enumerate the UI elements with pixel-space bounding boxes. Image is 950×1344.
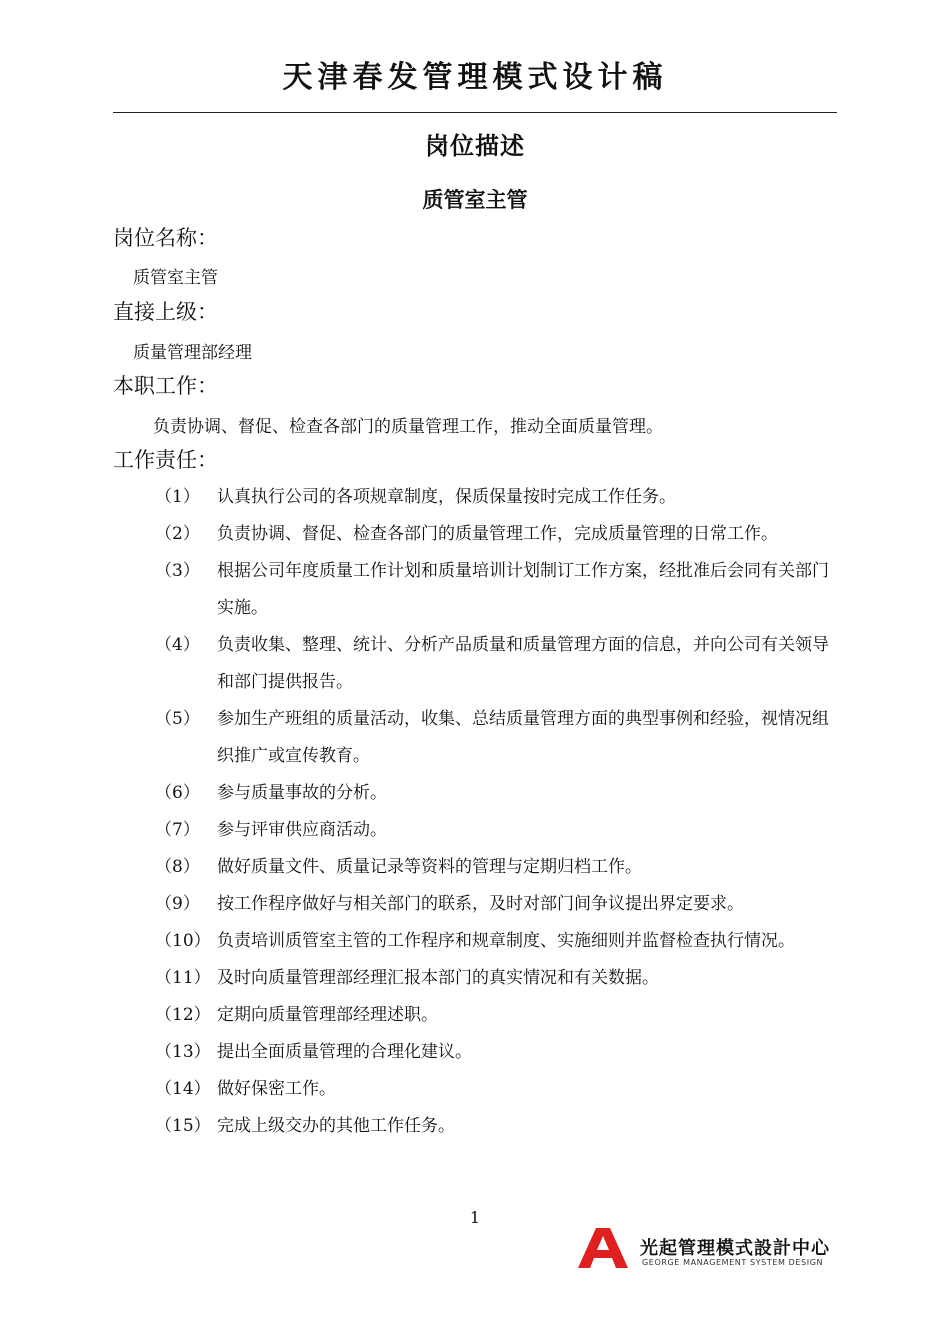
- list-item: [155, 923, 845, 960]
- list-item: [155, 997, 845, 1034]
- job-title-heading: 质管室主管: [422, 188, 528, 212]
- company-logo: [576, 1228, 838, 1272]
- document-header-title: 天津春发管理模式设计稿: [282, 60, 668, 95]
- list-item: [155, 1071, 845, 1108]
- list-item-text: 做好质量文件、质量记录等资料的管理与定期归档工作。: [217, 857, 642, 877]
- header-divider: [113, 112, 837, 113]
- position-name-value: 质管室主管: [133, 268, 218, 288]
- list-item-number: （15）: [155, 1116, 211, 1136]
- list-item-text: 负责收集、整理、统计、分析产品质量和质量管理方面的信息，并向公司有关领导和部门提供报告。: [217, 635, 829, 692]
- list-item-number: （4）: [155, 635, 200, 655]
- list-item: [155, 1108, 845, 1145]
- page-number: 1: [469, 1208, 481, 1227]
- list-item: [155, 1034, 845, 1071]
- list-item: [155, 886, 845, 923]
- list-item-text: 参与评审供应商活动。: [217, 820, 387, 840]
- list-item-text: 完成上级交办的其他工作任务。: [217, 1116, 455, 1136]
- list-item: [155, 516, 845, 553]
- list-item-text: 负责协调、督促、检查各部门的质量管理工作，完成质量管理的日常工作。: [217, 524, 778, 544]
- logo-a-mark-icon: [576, 1228, 632, 1268]
- list-item-text: 认真执行公司的各项规章制度，保质保量按时完成工作任务。: [217, 487, 676, 507]
- list-item-number: （13）: [155, 1042, 211, 1062]
- list-item-text: 定期向质量管理部经理述职。: [217, 1005, 438, 1025]
- list-item-text: 及时向质量管理部经理汇报本部门的真实情况和有关数据。: [217, 968, 659, 988]
- list-item-text: 负责培训质管室主管的工作程序和规章制度、实施细则并监督检查执行情况。: [217, 931, 795, 951]
- list-item: [155, 775, 845, 812]
- list-item-text: 做好保密工作。: [217, 1079, 336, 1099]
- list-item-number: （8）: [155, 857, 200, 877]
- section-heading-superior: 直接上级：: [113, 300, 218, 324]
- section-heading-position-name: 岗位名称：: [113, 226, 218, 250]
- list-item-number: （5）: [155, 709, 200, 729]
- section-heading-responsibilities: 工作责任：: [113, 448, 218, 472]
- list-item: [155, 627, 845, 701]
- list-item-text: 参加生产班组的质量活动，收集、总结质量管理方面的典型事例和经验，视情况组织推广或宣传教育。: [217, 709, 829, 766]
- logo-chinese-text: 光起管理模式設計中心: [640, 1238, 830, 1259]
- superior-value: 质量管理部经理: [133, 343, 252, 363]
- list-item-number: （7）: [155, 820, 200, 840]
- list-item-text: 按工作程序做好与相关部门的联系，及时对部门间争议提出界定要求。: [217, 894, 744, 914]
- list-item: [155, 960, 845, 997]
- logo-a-shape: [578, 1228, 628, 1268]
- list-item: [155, 812, 845, 849]
- main-role-value: 负责协调、督促、检查各部门的质量管理工作，推动全面质量管理。: [153, 417, 663, 437]
- list-item-text: 参与质量事故的分析。: [217, 783, 387, 803]
- list-item-number: （10）: [155, 931, 211, 951]
- list-item: [155, 849, 845, 886]
- list-item: [155, 553, 845, 627]
- list-item-number: （11）: [155, 968, 211, 988]
- list-item-number: （6）: [155, 783, 200, 803]
- list-item-text: 提出全面质量管理的合理化建议。: [217, 1042, 472, 1062]
- list-item-number: （12）: [155, 1005, 211, 1025]
- list-item-number: （14）: [155, 1079, 211, 1099]
- list-item-text: 根据公司年度质量工作计划和质量培训计划制订工作方案，经批准后会同有关部门实施。: [217, 561, 829, 618]
- list-item: [155, 479, 845, 516]
- list-item-number: （9）: [155, 894, 200, 914]
- list-item-number: （1）: [155, 487, 200, 507]
- list-item: [155, 701, 845, 775]
- document-type-heading: 岗位描述: [425, 132, 525, 160]
- section-heading-main-role: 本职工作：: [113, 374, 218, 398]
- logo-english-text: GEORGE MANAGEMENT SYSTEM DESIGN: [642, 1258, 824, 1267]
- responsibilities-list: [155, 479, 845, 1145]
- list-item-number: （3）: [155, 561, 200, 581]
- list-item-number: （2）: [155, 524, 200, 544]
